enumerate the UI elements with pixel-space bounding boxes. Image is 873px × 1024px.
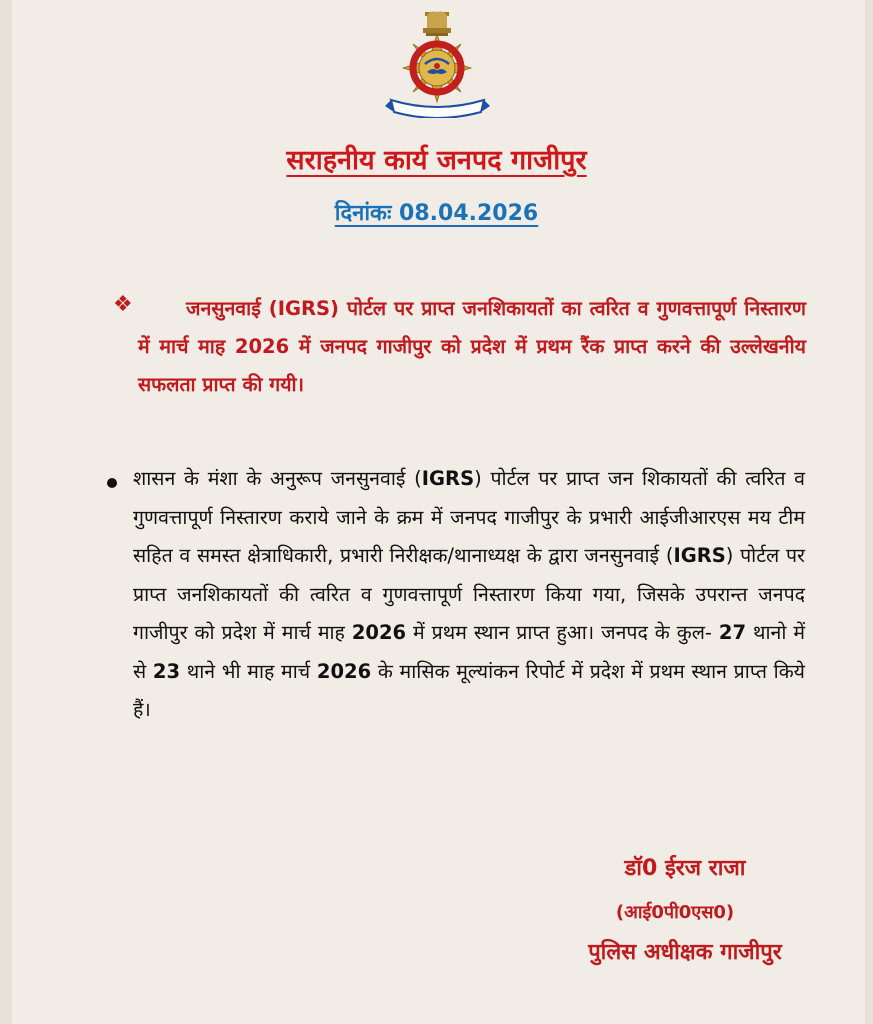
up-police-emblem [385,10,490,118]
signature-degree: (आई0पी0एस0) [615,902,735,923]
body-paragraph: शासन के मंशा के अनुरूप जनसुनवाई (IGRS) पोर्टल पर प्राप्त जन शिकायतों की त्वरित व गुणवत्तापूर्ण निस्तारण कराये जाने के क्रम में जनपद गाजीपुर के प्रभारी आईजीआरएस मय टीम सहित व समस्त क्षेत्राधिकारी, प्रभारी निरीक्षक/थानाध्यक्ष के द्वारा जनसुनवाई (IGRS) पोर्टल पर प्राप्त जनशिकायतों की त्वरित व गुणवत्तापूर्ण निस्तारण किया गया, जिसके उपरान्त जनपद गाजीपुर को प्रदेश में मार्च माह 2026 में प्रथम स्थान प्राप्त हुआ। जनपद के कुल- 27 थानो में से 23 थाने भी माह मार्च 2026 के मासिक मूल्यांकन रिपोर्ट में प्रदेश में प्रथम स्थान प्राप्त किये हैं। [133,467,806,721]
diamond-bullet-icon: ❖ [113,292,133,317]
page-title: सराहनीय कार्य जनपद गाजीपुर [286,145,587,176]
highlight-paragraph: जनसुनवाई (IGRS) पोर्टल पर प्राप्त जनशिकायतों का त्वरित व गुणवत्तापूर्ण निस्तारण में मार्च माह 2026 में जनपद गाजीपुर को प्रदेश में प्रथम रैंक प्राप्त करने की उल्लेखनीय सफलता प्राप्त की गयी। [138,297,806,396]
bullet-dot-icon [107,478,117,488]
signature-post: पुलिस अधीक्षक गाजीपुर [588,940,782,965]
date-label: दिनांकः 08.04.2026 [334,201,539,226]
signature-name: डॉ0 ईरज राजा [624,856,746,881]
